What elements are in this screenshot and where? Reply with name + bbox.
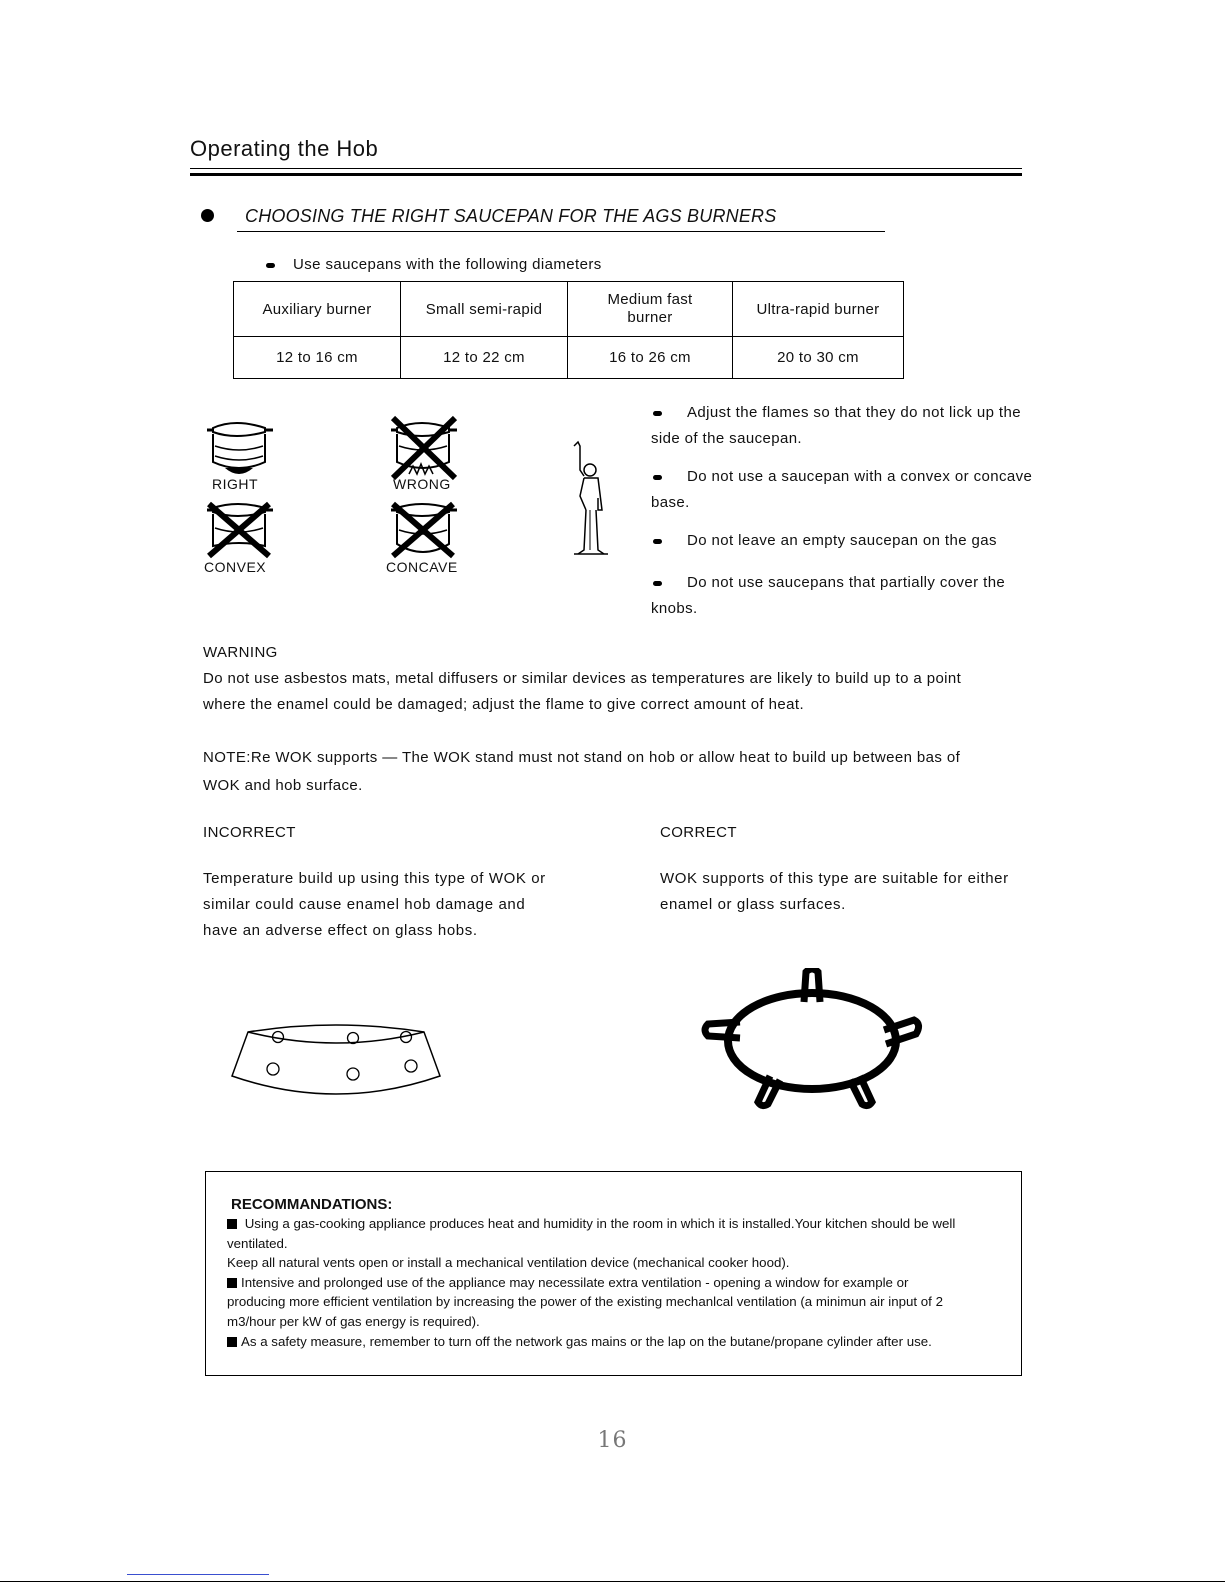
header-medium-line2: burner (627, 309, 673, 326)
list-item: Do not use saucepans that partially cover the knobs. (651, 574, 1006, 617)
list-item: Do not use a saucepan with a convex or concave base. (651, 468, 1033, 511)
incorrect-title: INCORRECT (203, 824, 296, 841)
header-cell-small-semi-rapid: Small semi-rapid (401, 282, 568, 337)
header-cell-ultra-rapid: Ultra-rapid burner (733, 282, 904, 337)
wok-ring-icon (226, 1024, 446, 1104)
wrong-pan-icon (385, 414, 465, 484)
page-number: 16 (597, 1428, 628, 1453)
list-item: Adjust the flames so that they do not lick up the side of the saucepan. (651, 404, 1021, 447)
header-medium-line1: Medium fast (607, 291, 693, 308)
convex-pan-icon (203, 500, 283, 562)
dash-bullet-icon (653, 475, 662, 480)
saucepan-size-table (233, 281, 904, 379)
title-rule-thick (190, 173, 1022, 176)
section-underline (237, 231, 885, 232)
dash-bullet-icon (653, 581, 662, 586)
value-cell-medium-fast: 16 to 26 cm (568, 337, 733, 379)
incorrect-text: Temperature build up using this type of WOK or similar could cause enamel hob damage and have an adverse effect on glass hobs. (203, 870, 546, 939)
recommendations-title: RECOMMANDATIONS: (231, 1196, 393, 1213)
label-concave: CONCAVE (386, 559, 458, 575)
value-cell-auxiliary: 12 to 16 cm (234, 337, 401, 379)
section-heading: CHOOSING THE RIGHT SAUCEPAN FOR THE AGS BURNERS (245, 206, 777, 226)
correct-title: CORRECT (660, 824, 737, 841)
table-header-row (234, 282, 904, 337)
square-bullet-icon (227, 1337, 237, 1347)
list-item: As a safety measure, remember to turn off the network gas mains or the lap on the butane/propane cylinder after use. (227, 1332, 1017, 1352)
square-bullet-icon (227, 1219, 237, 1229)
intro-text: Use saucepans with the following diameters (293, 256, 602, 273)
label-right: RIGHT (212, 476, 259, 492)
list-item: Do not leave an empty saucepan on the gas (651, 528, 1041, 554)
list-item: Intensive and prolonged use of the appliance may necessilate extra ventilation - opening a window for example or (227, 1273, 1017, 1293)
concave-pan-icon (385, 500, 465, 562)
header-cell-auxiliary: Auxiliary burner (234, 282, 401, 337)
header-cell-medium-fast (568, 282, 733, 337)
label-wrong: WRONG (393, 476, 451, 492)
dash-bullet-icon (653, 539, 662, 544)
label-convex: CONVEX (204, 559, 267, 575)
dash-bullet-icon (266, 263, 275, 268)
dash-bullet-icon (653, 411, 662, 416)
page-title: Operating the Hob (190, 136, 379, 161)
warning-line-1: Do not use asbestos mats, metal diffusers or similar devices as temperatures are likely to build up to a point (203, 670, 962, 687)
warning-title: WARNING (203, 644, 278, 661)
list-item: Using a gas-cooking appliance produces heat and humidity in the room in which it is installed.Your kitchen should be well (227, 1214, 1017, 1234)
note-line-2: WOK and hob surface. (203, 777, 363, 794)
title-rule-thin (190, 168, 1022, 169)
value-cell-ultra-rapid: 20 to 30 cm (733, 337, 904, 379)
section-bullet-icon (201, 209, 214, 222)
note-line-1: NOTE:Re WOK supports — The WOK stand must not stand on hob or allow heat to build up between bas of (203, 749, 961, 766)
square-bullet-icon (227, 1278, 237, 1288)
bottom-link-rule (127, 1574, 269, 1575)
person-pointing-icon (570, 440, 612, 562)
correct-text: WOK supports of this type are suitable for either enamel or glass surfaces. (660, 870, 1009, 913)
bottom-rule (0, 1581, 1225, 1582)
warning-line-2: where the enamel could be damaged; adjust the flame to give correct amount of heat. (203, 696, 805, 713)
table-row (234, 337, 904, 379)
advice-list (651, 400, 1041, 634)
recommendations-body: Using a gas-cooking appliance produces heat and humidity in the room in which it is installed.Your kitchen should be well ventilated. Keep all natural vents open or install a mechanical ventilation device (mechanical cooker hood). Intensive and prolonged use of the appliance may necessilate extra ventilation - opening a window for example or producing more efficient ventilation by increasing the power of the existing mechanlcal ventilation (a minimun air input of 2 m3/hour per kW of gas energy is required). As a safety measure, remember to turn off the network gas mains or the lap on the butane/propane cylinder after use. (227, 1214, 1017, 1351)
wok-support-icon (700, 968, 930, 1118)
intro-line (266, 256, 602, 273)
value-cell-small-semi-rapid: 12 to 22 cm (401, 337, 568, 379)
